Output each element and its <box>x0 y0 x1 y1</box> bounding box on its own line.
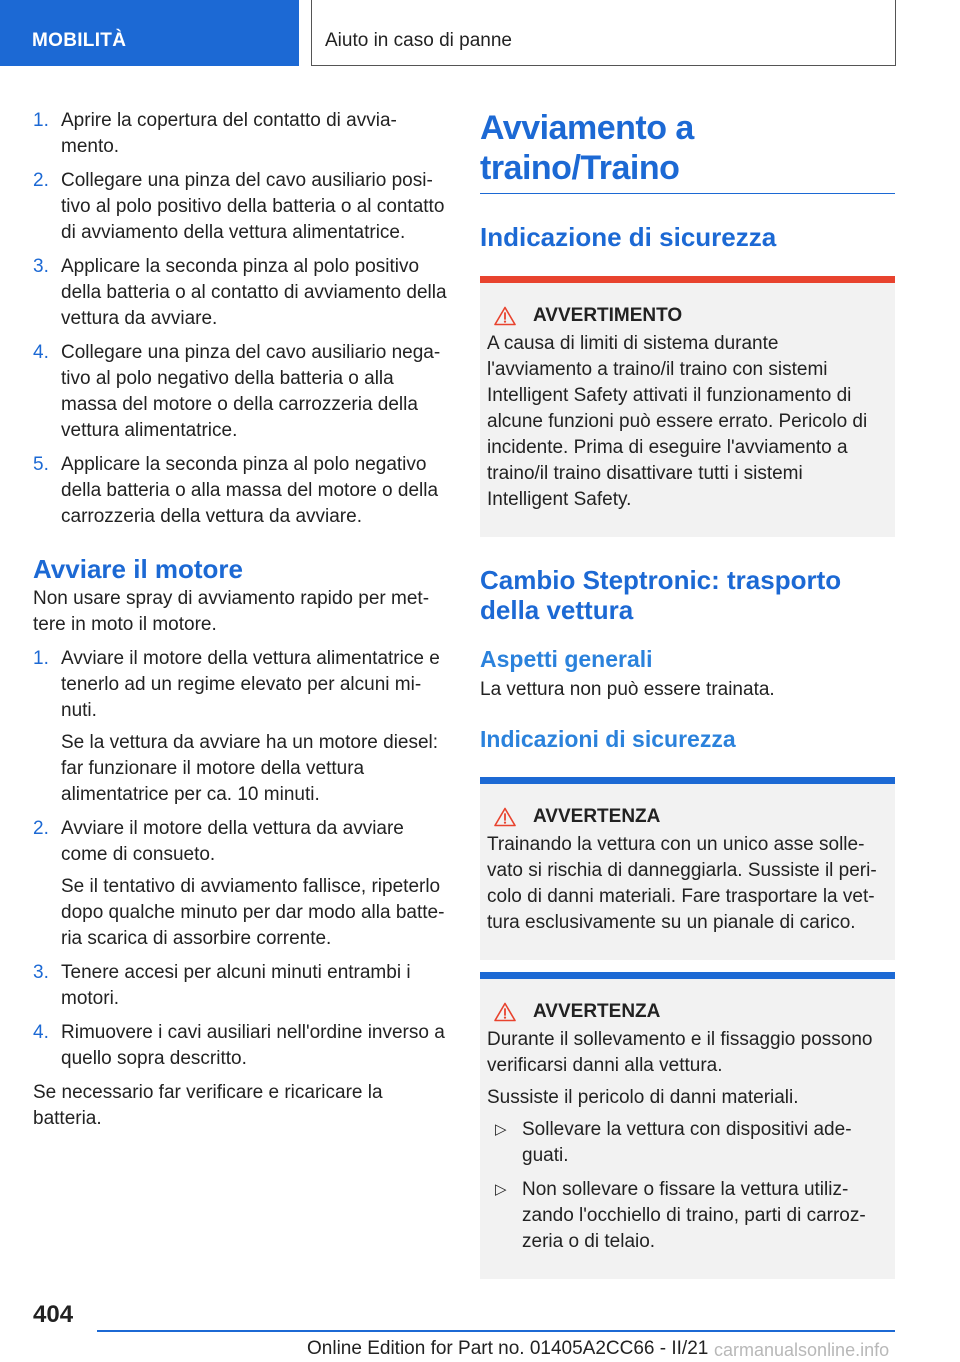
safety2-heading: Indicazioni di sicurezza <box>480 726 736 752</box>
page-header <box>0 0 960 66</box>
step-text: Aprire la copertura del contatto di avviamento. <box>61 110 397 157</box>
list-item <box>33 1020 447 1072</box>
start-steps <box>33 646 447 1072</box>
note-title-text: AVVERTENZA <box>533 806 661 827</box>
list-item <box>33 960 447 1012</box>
closing-text: Se necessario far verificare e ricaricare la batteria. <box>33 1082 383 1129</box>
step-subtext: Se il tentativo di avviamento fallisce, ripeterlo dopo qualche minuto per dar modo alla batteria scarica di assorbire corrente. <box>61 876 445 949</box>
bullet-triangle-icon: ▷ <box>495 1121 507 1138</box>
note-text: Sussiste il pericolo di danni materiali. <box>487 1087 799 1108</box>
note-box-2 <box>480 972 895 1279</box>
note-box-1 <box>480 777 895 960</box>
bullet-text: Non sollevare o fissare la vettura utilizzando l'occhiello di traino, parti di carrozzeria o di telaio. <box>522 1179 866 1252</box>
connection-steps <box>33 108 447 530</box>
warning-box <box>480 276 895 537</box>
step-text: Rimuovere i cavi ausiliari nell'ordine inverso a quello sopra descritto. <box>61 1022 445 1069</box>
step-number: 2. <box>33 170 49 191</box>
page-title: Avviamento a traino/Traino <box>480 108 895 194</box>
list-item <box>33 168 447 246</box>
bullet-text: Sollevare la vettura con dispositivi adeguati. <box>522 1119 852 1166</box>
safety-heading: Indicazione di sicurezza <box>480 222 777 252</box>
step-number: 1. <box>33 648 49 669</box>
edition-text: Online Edition for Part no. 01405A2CC66 - II/21 <box>307 1338 709 1359</box>
note-text: Durante il sollevamento e il fissaggio possono verificarsi danni alla vettura. <box>487 1029 873 1076</box>
list-item <box>33 108 447 160</box>
warning-title <box>487 305 887 327</box>
right-column <box>480 108 895 1279</box>
note-bullets <box>487 1117 887 1255</box>
step-subtext: Se la vettura da avviare ha un motore diesel: far funzionare il motore della vettura alimentatrice per ca. 10 minuti. <box>61 732 439 805</box>
warning-title-text: AVVERTIMENTO <box>533 305 683 326</box>
general-text: La vettura non può essere trainata. <box>480 679 775 700</box>
step-number: 3. <box>33 256 49 277</box>
step-text: Collegare una pinza del cavo ausiliario positivo al polo positivo della batteria o al contatto di avviamento della vettura alimentatrice. <box>61 170 445 243</box>
step-number: 3. <box>33 962 49 983</box>
step-text: Collegare una pinza del cavo ausiliario negativo al polo negativo della batteria o alla massa del motore o della carrozzeria della vettura alimentatrice. <box>61 342 441 441</box>
step-number: 1. <box>33 110 49 131</box>
step-number: 4. <box>33 342 49 363</box>
step-text: Avviare il motore della vettura da avviare come di consueto. <box>61 818 404 865</box>
general-heading: Aspetti generali <box>480 646 653 672</box>
step-text: Tenere accesi per alcuni minuti entrambi i motori. <box>61 962 411 1009</box>
step-number: 2. <box>33 818 49 839</box>
list-item <box>487 1117 887 1169</box>
note-title <box>487 806 887 828</box>
list-item <box>33 254 447 332</box>
note-title <box>487 1001 887 1023</box>
list-item <box>33 646 447 808</box>
chapter-tab[interactable]: Aiuto in caso di panne <box>311 0 896 66</box>
step-number: 5. <box>33 454 49 475</box>
list-item <box>33 340 447 444</box>
note-text: Trainando la vettura con un unico asse sollevato si rischia di danneggiarla. Sussiste il pericolo di danni materiali. Fare trasportare la vettura esclusivamente su un pianale di carico. <box>487 834 877 933</box>
footer-divider <box>97 1330 895 1332</box>
step-text: Applicare la seconda pinza al polo positivo della batteria o al contatto di avviamento della vettura da avviare. <box>61 256 447 329</box>
step-text: Avviare il motore della vettura alimentatrice e tenerlo ad un regime elevato per alcuni minuti. <box>61 648 440 721</box>
step-text: Applicare la seconda pinza al polo negativo della batteria o alla massa del motore o della carrozzeria della vettura da avviare. <box>61 454 439 527</box>
step-number: 4. <box>33 1022 49 1043</box>
start-engine-heading: Avviare il motore <box>33 554 244 584</box>
steptronic-heading: Cambio Steptronic: trasporto della vettura <box>480 565 842 625</box>
list-item <box>33 816 447 952</box>
list-item <box>33 452 447 530</box>
warning-triangle-icon <box>494 1002 516 1022</box>
section-tab[interactable]: MOBILITÀ <box>0 0 299 66</box>
warning-triangle-icon <box>494 807 516 827</box>
watermark: carmanualsonline.info <box>714 1340 890 1360</box>
left-column <box>33 108 447 1132</box>
warning-triangle-icon <box>494 306 516 326</box>
list-item <box>487 1177 887 1255</box>
page-number: 404 <box>33 1301 74 1328</box>
start-engine-intro: Non usare spray di avviamento rapido per mettere in moto il motore. <box>33 588 430 635</box>
warning-text: A causa di limiti di sistema durante l'avviamento a traino/il traino con sistemi Intelligent Safety attivati il funzionamento di alcune funzioni può essere errato. Pericolo di incidente. Prima di eseguire l'avviamento a traino/il traino disattivare tutti i sistemi Intelligent Safety. <box>487 333 868 510</box>
bullet-triangle-icon: ▷ <box>495 1181 507 1198</box>
note-title-text: AVVERTENZA <box>533 1001 661 1022</box>
